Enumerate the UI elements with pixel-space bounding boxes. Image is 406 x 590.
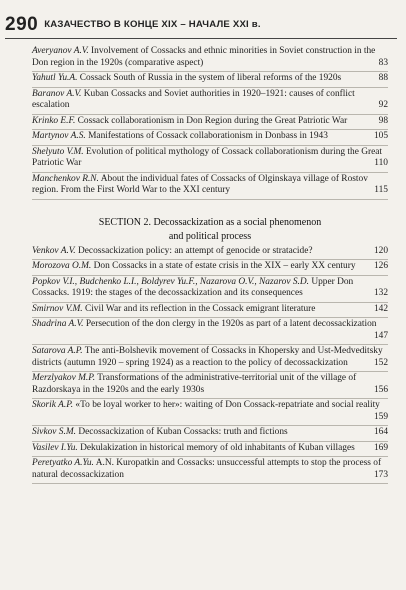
toc-entry [32, 318, 388, 345]
toc-entry-body [32, 147, 388, 170]
toc-entry-body [32, 174, 388, 197]
toc-entry-title: Cossack collaborationism in Don Region during the Great Patriotic War [75, 115, 348, 126]
toc-entry-title: Involvement of Cossacks and ethnic minorities in Soviet construction in the Don region in the 1920s (comparative aspect) [32, 46, 376, 68]
toc-entry-title: Transformations of the administrative-territorial unit of the village of Razdorskaya in the 1920s and the early 1930s [32, 373, 357, 395]
toc-entry [32, 426, 388, 442]
toc-entry [32, 442, 388, 458]
toc-entry-page: 132 [373, 288, 388, 298]
table-of-contents [32, 45, 388, 484]
toc-entry-body [32, 373, 388, 396]
toc-entry-author: Martynov A.S. [32, 131, 86, 141]
toc-entry-body [32, 400, 388, 423]
toc-entry-title: Don Cossacks in a state of estate crisis in the XIX – early XX century [91, 261, 356, 271]
toc-entry [32, 276, 388, 303]
toc-entry-body [32, 261, 388, 273]
toc-entry-page: 164 [373, 427, 388, 437]
toc-entry-body [32, 443, 388, 455]
toc-entry [32, 260, 388, 276]
toc-entry-page: 156 [373, 384, 388, 395]
toc-entry-author: Shelyuto V.M. [32, 146, 84, 157]
toc-entry-title: Persecution of the don clergy in the 1920s as part of a latent decossackization [83, 319, 377, 329]
running-title: КАЗАЧЕСТВО В КОНЦЕ XIX – НАЧАЛЕ XXI в. [44, 19, 261, 31]
toc-entry-title: Kuban Cossacks and Soviet authorities in 1920–1921: causes of conflict escalation [32, 88, 355, 110]
page-number: 290 [5, 14, 39, 35]
toc-entry-title: Dekulakization in historical memory of old inhabitants of Kuban villages [77, 442, 355, 453]
toc-entry-page: 126 [373, 261, 388, 271]
toc-entry-title: Civil War and its reflection in the Cossack emigrant literature [82, 303, 316, 314]
toc-section-2-list [32, 245, 388, 485]
toc-entry [32, 130, 388, 146]
toc-entry-title: «To be loyal worker to her»: waiting of Don Cossack-repatriate and social reality [73, 400, 380, 410]
section-heading-line-1: SECTION 2. Decossackization as a social phenomenon [98, 216, 322, 228]
toc-entry-author: Shadrina A.V. [32, 319, 84, 329]
toc-entry-title: Decossackization of Kuban Cossacks: truth and fictions [76, 427, 288, 437]
toc-entry [32, 88, 388, 115]
toc-entry-title: Cossack South of Russia in the system of liberal reforms of the 1920s [77, 73, 342, 83]
toc-entry-body [32, 46, 388, 69]
toc-entry-body [32, 131, 388, 143]
toc-entry-author: Yahutl Yu.A. [32, 73, 78, 83]
header-rule [5, 38, 397, 39]
toc-entry-author: Smirnov V.M. [32, 303, 83, 314]
toc-entry-page: 169 [373, 442, 388, 453]
toc-entry-page: 159 [373, 411, 388, 422]
toc-entry [32, 372, 388, 399]
toc-entry-title: About the individual fates of Cossacks of Olginskaya village of Rostov region. From the First World War to the XXI century [32, 173, 368, 195]
toc-entry-title: Manifestations of Cossack collaborationism in Donbass in 1943 [85, 131, 328, 141]
toc-entry [32, 303, 388, 319]
toc-entry-title: Evolution of political mythology of Cossack collaborationism during the Great Patriotic War [32, 146, 383, 168]
toc-entry-page: 88 [378, 73, 388, 83]
toc-entry [32, 399, 388, 426]
toc-entry-title: Decossackization policy: an attempt of genocide or stratacide? [75, 245, 313, 256]
toc-entry-author: Krinko E.F. [32, 115, 76, 126]
toc-entry-author: Averyanov A.V. [32, 46, 89, 56]
toc-entry [32, 457, 388, 484]
toc-entry-author: Sivkov S.M. [32, 427, 76, 437]
toc-entry-page: 115 [374, 185, 388, 195]
toc-entry-page: 173 [373, 469, 388, 480]
toc-entry-author: Popkov V.I., Budchenko L.I., Boldyrev Yu.F., Nazarova O.V., Nazarov S.D. [32, 276, 309, 287]
toc-entry-title: The anti-Bolshevik movement of Cossacks in Khopersky and Ust-Medveditsky districts (autumn 1920 – spring 1924) as a reaction to the policy of decossackization [32, 346, 383, 368]
toc-entry-author: Baranov A.V. [32, 88, 82, 99]
toc-entry-page: 83 [378, 57, 388, 68]
toc-entry-body [32, 346, 388, 369]
toc-entry-title: A.N. Kuropatkin and Cossacks: unsuccessful attempts to stop the process of natural decossackization [32, 458, 382, 480]
toc-entry-author: Vasilev I.Yu. [32, 442, 78, 453]
toc-entry-page: 152 [373, 357, 388, 368]
toc-entry [32, 72, 388, 88]
toc-entry-body [32, 427, 388, 439]
toc-entry [32, 245, 388, 261]
toc-entry-author: Morozova O.M. [32, 261, 92, 271]
toc-entry-author: Satarova A.P. [32, 346, 83, 356]
toc-entry [32, 146, 388, 173]
toc-entry-page: 120 [373, 245, 388, 256]
toc-entry [32, 45, 388, 72]
toc-entry [32, 345, 388, 372]
toc-entry-author: Venkov A.V. [32, 245, 76, 256]
toc-entry-author: Merzlyakov M.P. [32, 373, 96, 383]
toc-entry-page: 105 [373, 131, 388, 141]
toc-entry-title: Upper Don Cossacks. 1919: the stages of the decossackization and its consequences [32, 276, 354, 298]
toc-entry-body [32, 73, 388, 85]
toc-entry-page: 110 [374, 158, 388, 168]
section-heading [32, 216, 388, 244]
toc-entry-page: 147 [373, 330, 388, 341]
toc-entry [32, 173, 388, 200]
page-header [5, 6, 401, 34]
toc-entry-page: 98 [378, 115, 388, 126]
toc-entry-body [32, 304, 388, 316]
toc-entry-body [32, 319, 388, 342]
toc-section-1-list [32, 45, 388, 200]
toc-entry-body [32, 116, 388, 128]
toc-entry-body [32, 246, 388, 258]
toc-entry-page: 92 [378, 100, 388, 110]
toc-entry-author: Skorik A.P. [32, 400, 74, 410]
toc-entry-author: Manchenkov R.N. [32, 173, 99, 184]
toc-entry-body [32, 277, 388, 300]
toc-entry-page: 142 [373, 303, 388, 314]
toc-entry-body [32, 458, 388, 481]
section-heading-line-2: and political process [168, 230, 252, 242]
toc-entry [32, 115, 388, 131]
toc-entry-body [32, 89, 388, 112]
toc-entry-author: Peretyatko A.Yu. [32, 458, 94, 468]
